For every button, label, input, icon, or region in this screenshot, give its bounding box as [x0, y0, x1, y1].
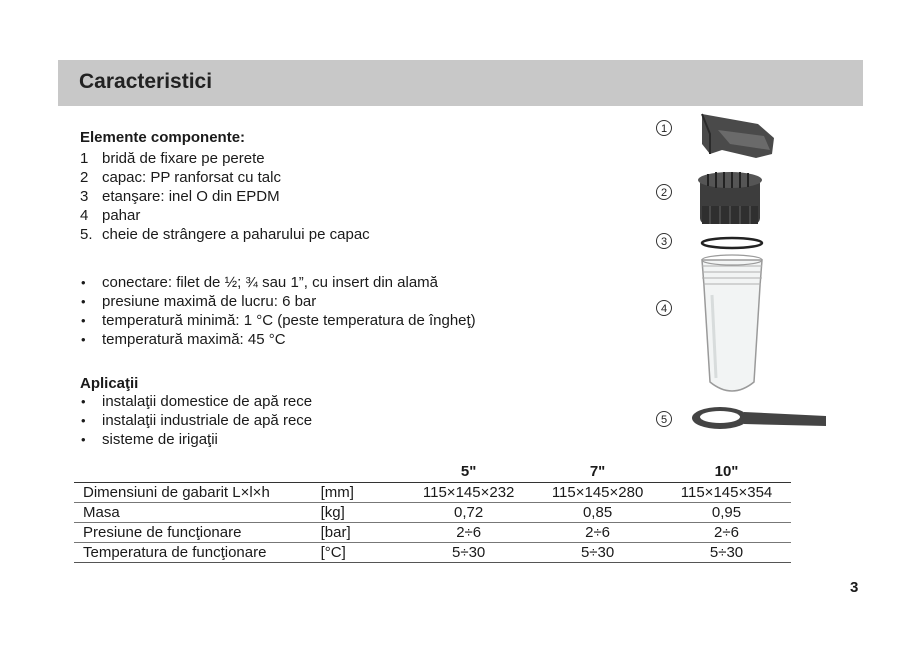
application-item: • instalaţii industriale de apă rece — [81, 412, 313, 429]
wall-bracket-image — [702, 114, 774, 158]
table-row: Temperatura de funcţionare [°C] 5÷30 5÷30 5÷30 — [74, 543, 791, 563]
component-item: 4 pahar — [80, 207, 141, 224]
column-header-7in: 7" — [589, 463, 606, 480]
filter-parts-illustration — [688, 110, 833, 440]
o-ring-image — [702, 238, 762, 248]
component-item: 2 capac: PP ranforsat cu talc — [80, 169, 281, 186]
applications-heading: Aplicaţii — [80, 375, 139, 392]
table-row: Dimensiuni de gabarit L×l×h [mm] 115×145×232 115×145×280 115×145×354 — [74, 483, 791, 503]
page-number: 3 — [850, 579, 859, 596]
callout-2: 2 — [656, 184, 672, 200]
section-title: Caracteristici — [79, 70, 213, 93]
component-item: 5. cheie de strângere a paharului pe capac — [80, 226, 370, 243]
table-row: Masa [kg] 0,72 0,85 0,95 — [74, 503, 791, 523]
application-item: • instalaţii domestice de apă rece — [81, 393, 313, 410]
wrench-image — [692, 407, 826, 429]
applications-block — [80, 374, 313, 449]
table-row: Presiune de funcţionare [bar] 2÷6 2÷6 2÷6 — [74, 523, 791, 543]
components-heading: Elemente componente: — [80, 129, 246, 146]
components-block — [80, 128, 370, 244]
component-item: 3 etanşare: inel O din EPDM — [80, 188, 280, 205]
callout-3: 3 — [656, 233, 672, 249]
callout-5: 5 — [656, 411, 672, 427]
application-item: • sisteme de irigaţii — [81, 431, 218, 448]
column-header-5in: 5" — [460, 463, 477, 480]
callout-4: 4 — [656, 300, 672, 316]
callout-1: 1 — [656, 120, 672, 136]
column-header-10in: 10" — [714, 463, 739, 480]
cap-image — [698, 172, 762, 224]
specifications-table — [74, 458, 791, 563]
section-header-bar — [58, 60, 863, 106]
component-item: 1 bridă de fixare pe perete — [80, 150, 265, 167]
bowl-image — [702, 255, 762, 391]
table-header-row — [74, 458, 791, 483]
